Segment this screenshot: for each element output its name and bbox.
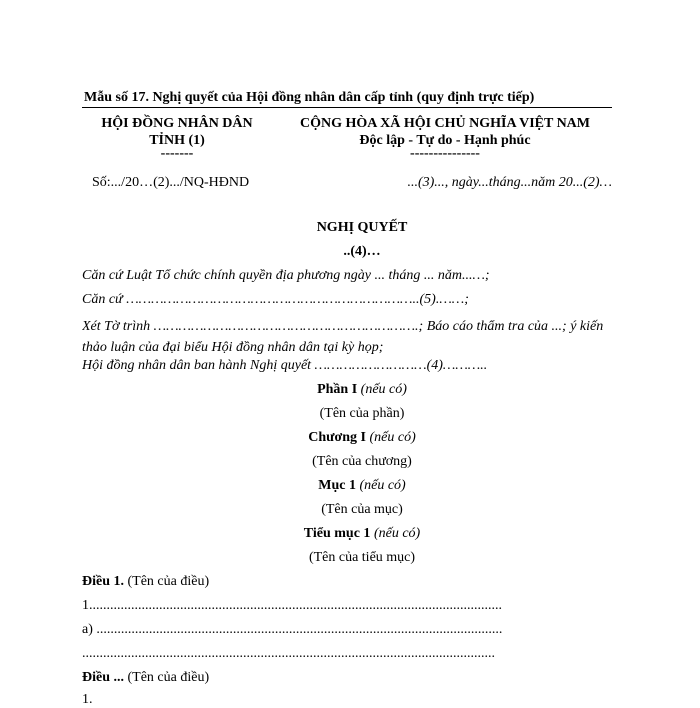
subsection-note: (nếu có) (373, 526, 421, 541)
chapter-label: Chương I (308, 430, 367, 445)
section-label: Mục 1 (318, 478, 356, 493)
motto-rule: --------------- (410, 146, 480, 161)
article-2-name: (Tên của điều) (124, 670, 210, 685)
preamble-can-cu-1: Căn cứ Luật Tổ chức chính quyền địa phương ngày ... tháng ... năm...…; (82, 268, 490, 283)
place-date: ...(3)..., ngày...tháng...năm 20...(2)… (407, 175, 612, 190)
issuing-authority (82, 115, 272, 159)
authority-rule: ------- (160, 146, 194, 161)
article-2-label: Điều ... (82, 670, 124, 685)
chapter-note: (nếu có) (369, 430, 416, 445)
chapter-heading (82, 430, 642, 446)
article-1-name: (Tên của điều) (124, 574, 210, 589)
chapter-name: (Tên của chương) (312, 454, 412, 469)
preamble-xet-to-trinh: Xét Tờ trình ……………………………………………………….; Báo cáo thẩm tra của ...; ý kiến thảo luận của đại biểu Hội đồng nhân dân tại kỳ họp; (82, 319, 604, 355)
part-name: (Tên của phần) (319, 406, 405, 421)
form-title: Mẫu số 17. Nghị quyết của Hội đồng nhân dân cấp tỉnh (quy định trực tiếp) (84, 90, 535, 105)
authority-line-2: TỈNH (1) (149, 133, 205, 148)
part-note: (nếu có) (360, 382, 407, 397)
document-type: NGHỊ QUYẾT (316, 220, 408, 235)
subsection-name: (Tên của tiểu mục) (308, 550, 416, 565)
article-1-point: a) .................................................................................................................... (82, 622, 503, 637)
section-heading (82, 478, 642, 494)
article-1-label: Điều 1. (82, 574, 124, 589)
article-2-clause: 1. (82, 692, 93, 707)
document-number: Số:.../20…(2).../NQ-HĐND (92, 175, 250, 190)
form-title-underline (82, 107, 612, 108)
part-heading (82, 382, 642, 398)
subsection-label: Tiểu mục 1 (303, 526, 371, 541)
document-subject: ..(4)… (343, 244, 381, 259)
national-motto (278, 115, 612, 159)
article-2-heading (82, 670, 622, 686)
article-1-dots: ...................................................................................................................... (82, 646, 495, 661)
article-1-heading (82, 574, 622, 590)
authority-line-1: HỘI ĐỒNG NHÂN DÂN (101, 116, 253, 131)
subsection-heading (82, 526, 642, 542)
preamble-ban-hanh: Hội đồng nhân dân ban hành Nghị quyết ………………………(4)……….. (82, 358, 488, 373)
section-note: (nếu có) (359, 478, 406, 493)
country-name: CỘNG HÒA XÃ HỘI CHỦ NGHĨA VIỆT NAM (299, 116, 590, 131)
preamble-can-cu-2: Căn cứ ……………………………………………………………..(5).……; (82, 292, 469, 307)
section-name: (Tên của mục) (321, 502, 403, 517)
article-1-clause: 1...................................................................................................................... (82, 598, 502, 613)
part-label: Phần I (317, 382, 358, 397)
motto: Độc lập - Tự do - Hạnh phúc (359, 133, 531, 148)
